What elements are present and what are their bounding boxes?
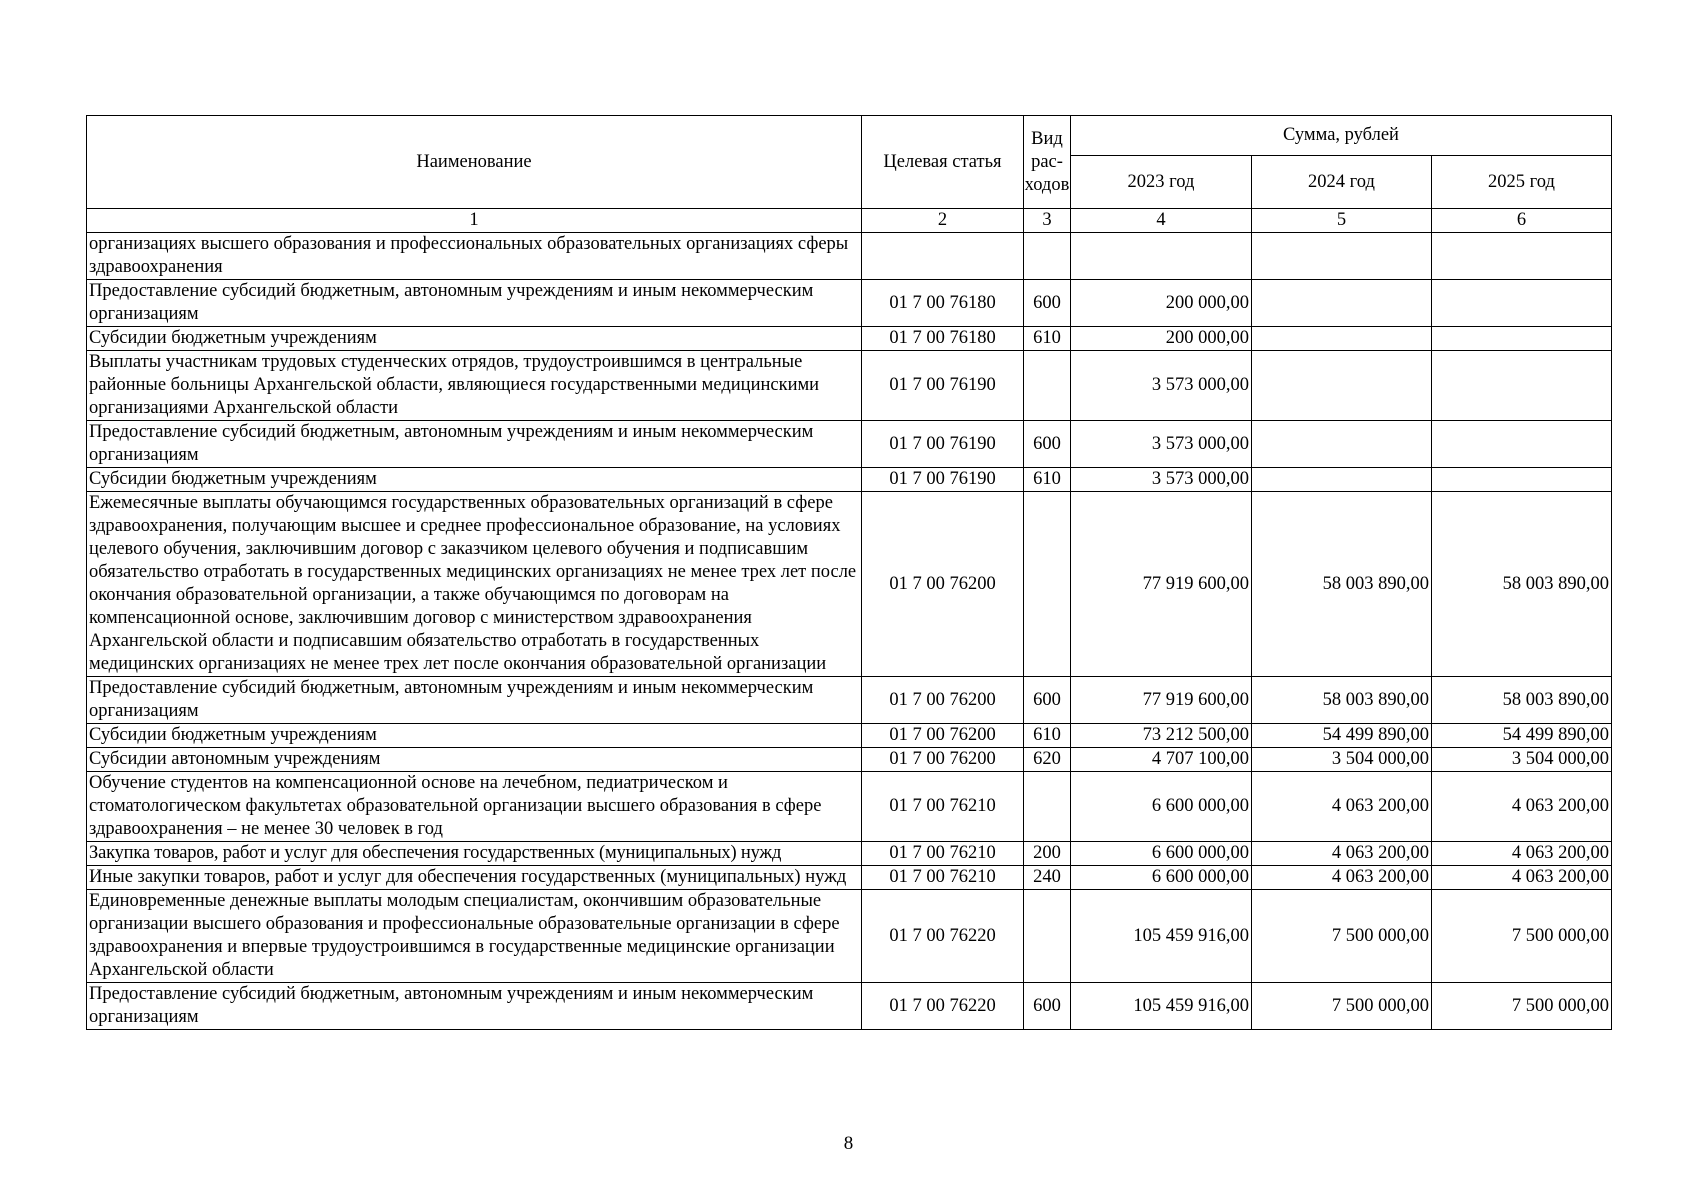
row-sum-2023: 105 459 916,00 xyxy=(1071,983,1252,1030)
row-sum-2025: 58 003 890,00 xyxy=(1432,492,1612,677)
row-sum-2025 xyxy=(1432,280,1612,327)
row-name: Субсидии бюджетным учреждениям xyxy=(87,327,862,351)
row-code: 01 7 00 76200 xyxy=(862,492,1024,677)
row-name: Субсидии бюджетным учреждениям xyxy=(87,468,862,492)
row-code: 01 7 00 76210 xyxy=(862,842,1024,866)
row-sum-2024: 7 500 000,00 xyxy=(1252,890,1432,983)
row-sum-2025 xyxy=(1432,468,1612,492)
table-row xyxy=(87,772,1612,842)
row-code: 01 7 00 76190 xyxy=(862,468,1024,492)
row-sum-2023: 77 919 600,00 xyxy=(1071,492,1252,677)
row-kind: 600 xyxy=(1024,983,1071,1030)
row-sum-2025: 4 063 200,00 xyxy=(1432,772,1612,842)
header-year-2025: 2025 год xyxy=(1432,156,1612,209)
row-sum-2024 xyxy=(1252,280,1432,327)
row-code: 01 7 00 76190 xyxy=(862,351,1024,421)
col-number: 5 xyxy=(1252,209,1432,233)
row-sum-2024 xyxy=(1252,233,1432,280)
header-kind: Вид рас-ходов xyxy=(1024,116,1071,209)
table-row xyxy=(87,748,1612,772)
row-kind xyxy=(1024,492,1071,677)
row-kind: 200 xyxy=(1024,842,1071,866)
row-sum-2025 xyxy=(1432,421,1612,468)
row-name: Субсидии бюджетным учреждениям xyxy=(87,724,862,748)
row-name: Субсидии автономным учреждениям xyxy=(87,748,862,772)
row-kind: 600 xyxy=(1024,280,1071,327)
row-sum-2024: 4 063 200,00 xyxy=(1252,866,1432,890)
row-sum-2023: 73 212 500,00 xyxy=(1071,724,1252,748)
table-row xyxy=(87,233,1612,280)
table-body xyxy=(87,233,1612,1030)
row-sum-2023: 6 600 000,00 xyxy=(1071,772,1252,842)
row-sum-2023: 200 000,00 xyxy=(1071,280,1252,327)
row-sum-2023: 4 707 100,00 xyxy=(1071,748,1252,772)
row-code: 01 7 00 76210 xyxy=(862,866,1024,890)
col-number: 2 xyxy=(862,209,1024,233)
row-name: Обучение студентов на компенсационной основе на лечебном, педиатрическом и стоматологическом факультетах образовательной организации высшего образования в сфере здравоохранения – не менее 30 человек в год xyxy=(87,772,862,842)
header-name: Наименование xyxy=(87,116,862,209)
row-sum-2025 xyxy=(1432,327,1612,351)
col-number: 3 xyxy=(1024,209,1071,233)
row-kind: 600 xyxy=(1024,421,1071,468)
table-row xyxy=(87,351,1612,421)
row-sum-2023: 105 459 916,00 xyxy=(1071,890,1252,983)
row-sum-2023: 3 573 000,00 xyxy=(1071,351,1252,421)
row-name: организациях высшего образования и профессиональных образовательных организациях сферы здравоохранения xyxy=(87,233,862,280)
row-sum-2024 xyxy=(1252,421,1432,468)
row-code: 01 7 00 76200 xyxy=(862,724,1024,748)
row-name: Закупка товаров, работ и услуг для обеспечения государственных (муниципальных) нужд xyxy=(87,842,862,866)
row-kind xyxy=(1024,351,1071,421)
row-code: 01 7 00 76190 xyxy=(862,421,1024,468)
row-sum-2024: 4 063 200,00 xyxy=(1252,842,1432,866)
row-sum-2025: 7 500 000,00 xyxy=(1432,983,1612,1030)
row-code: 01 7 00 76180 xyxy=(862,280,1024,327)
row-code: 01 7 00 76220 xyxy=(862,983,1024,1030)
table-row xyxy=(87,724,1612,748)
col-number: 1 xyxy=(87,209,862,233)
row-sum-2025: 58 003 890,00 xyxy=(1432,677,1612,724)
table-row xyxy=(87,421,1612,468)
row-sum-2025 xyxy=(1432,351,1612,421)
row-sum-2024: 58 003 890,00 xyxy=(1252,677,1432,724)
row-sum-2024: 58 003 890,00 xyxy=(1252,492,1432,677)
row-kind xyxy=(1024,772,1071,842)
row-sum-2024: 7 500 000,00 xyxy=(1252,983,1432,1030)
row-sum-2024: 4 063 200,00 xyxy=(1252,772,1432,842)
row-kind: 240 xyxy=(1024,866,1071,890)
row-kind xyxy=(1024,233,1071,280)
row-name: Предоставление субсидий бюджетным, автономным учреждениям и иным некоммерческим организациям xyxy=(87,983,862,1030)
row-sum-2025: 54 499 890,00 xyxy=(1432,724,1612,748)
table-row xyxy=(87,280,1612,327)
row-kind: 610 xyxy=(1024,327,1071,351)
col-number: 6 xyxy=(1432,209,1612,233)
row-name: Единовременные денежные выплаты молодым специалистам, окончившим образовательные организации высшего образования и профессиональные образовательные организации в сфере здравоохранения и впервые трудоустроившимся в государственные медицинские организации Архангельской области xyxy=(87,890,862,983)
row-code: 01 7 00 76180 xyxy=(862,327,1024,351)
row-code: 01 7 00 76210 xyxy=(862,772,1024,842)
table-row xyxy=(87,842,1612,866)
row-sum-2024: 54 499 890,00 xyxy=(1252,724,1432,748)
header-sum: Сумма, рублей xyxy=(1071,116,1612,156)
row-sum-2023: 200 000,00 xyxy=(1071,327,1252,351)
row-sum-2023: 6 600 000,00 xyxy=(1071,866,1252,890)
row-code: 01 7 00 76220 xyxy=(862,890,1024,983)
row-sum-2025: 4 063 200,00 xyxy=(1432,866,1612,890)
row-name: Выплаты участникам трудовых студенческих отрядов, трудоустроившимся в центральные районные больницы Архангельской области, являющиеся государственными медицинскими организациями Архангельской области xyxy=(87,351,862,421)
table-row xyxy=(87,890,1612,983)
row-sum-2024 xyxy=(1252,351,1432,421)
row-sum-2025: 3 504 000,00 xyxy=(1432,748,1612,772)
header-year-2023: 2023 год xyxy=(1071,156,1252,209)
row-kind: 610 xyxy=(1024,468,1071,492)
table-row xyxy=(87,327,1612,351)
row-code: 01 7 00 76200 xyxy=(862,748,1024,772)
col-number: 4 xyxy=(1071,209,1252,233)
row-sum-2024: 3 504 000,00 xyxy=(1252,748,1432,772)
row-sum-2023: 3 573 000,00 xyxy=(1071,468,1252,492)
table-row xyxy=(87,983,1612,1030)
row-kind: 600 xyxy=(1024,677,1071,724)
header-code: Целевая статья xyxy=(862,116,1024,209)
row-kind: 620 xyxy=(1024,748,1071,772)
budget-table xyxy=(86,115,1612,1030)
row-sum-2025: 4 063 200,00 xyxy=(1432,842,1612,866)
row-sum-2023: 6 600 000,00 xyxy=(1071,842,1252,866)
table-row xyxy=(87,492,1612,677)
row-name: Предоставление субсидий бюджетным, автономным учреждениям и иным некоммерческим организациям xyxy=(87,421,862,468)
row-sum-2023: 3 573 000,00 xyxy=(1071,421,1252,468)
table-row xyxy=(87,468,1612,492)
page-number: 8 xyxy=(843,1133,854,1154)
row-name: Предоставление субсидий бюджетным, автономным учреждениям и иным некоммерческим организациям xyxy=(87,677,862,724)
row-sum-2025 xyxy=(1432,233,1612,280)
row-sum-2025: 7 500 000,00 xyxy=(1432,890,1612,983)
row-sum-2024 xyxy=(1252,327,1432,351)
row-name: Ежемесячные выплаты обучающимся государственных образовательных организаций в сфере здравоохранения, получающим высшее и среднее профессиональное образование, на условиях целевого обучения, заключившим договор с заказчиком целевого обучения и подписавшим обязательство отработать в государственных медицинских организациях не менее трех лет после окончания образовательной организации, а также обучающимся по договорам на компенсационной основе, заключившим договор с министерством здравоохранения Архангельской области и подписавшим обязательство отработать в государственных медицинских организациях не менее трех лет после окончания образовательной организации xyxy=(87,492,862,677)
row-sum-2023 xyxy=(1071,233,1252,280)
row-name: Предоставление субсидий бюджетным, автономным учреждениям и иным некоммерческим организациям xyxy=(87,280,862,327)
row-code: 01 7 00 76200 xyxy=(862,677,1024,724)
row-kind xyxy=(1024,890,1071,983)
row-sum-2024 xyxy=(1252,468,1432,492)
row-code xyxy=(862,233,1024,280)
table-row xyxy=(87,677,1612,724)
row-sum-2023: 77 919 600,00 xyxy=(1071,677,1252,724)
table-row xyxy=(87,866,1612,890)
header-year-2024: 2024 год xyxy=(1252,156,1432,209)
row-name: Иные закупки товаров, работ и услуг для обеспечения государственных (муниципальных) нужд xyxy=(87,866,862,890)
row-kind: 610 xyxy=(1024,724,1071,748)
